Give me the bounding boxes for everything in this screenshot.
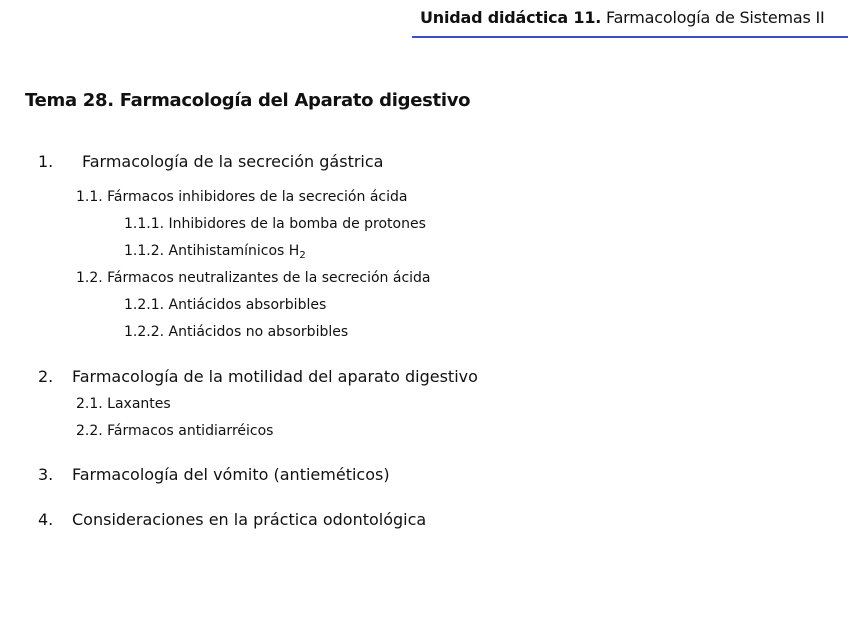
item-1-2: 1.2. Fármacos neutralizantes de la secreción ácida (76, 270, 431, 286)
item-1-2-2: 1.2.2. Antiácidos no absorbibles (124, 324, 349, 340)
section-1-number: 1. (38, 152, 54, 171)
item-1-1: 1.1. Fármacos inhibidores de la secreción ácida (76, 189, 408, 205)
section-3-label: Farmacología del vómito (antieméticos) (72, 465, 390, 484)
item-1-1-2-subscript: 2 (299, 250, 306, 261)
section-2-number: 2. (38, 367, 54, 386)
item-1-2-1: 1.2.1. Antiácidos absorbibles (124, 297, 327, 313)
section-4-number: 4. (38, 510, 54, 529)
header-text (420, 8, 825, 27)
page-header (412, 6, 848, 38)
item-2-1: 2.1. Laxantes (76, 396, 171, 412)
item-2-2: 2.2. Fármacos antidiarréicos (76, 423, 274, 439)
page-title: Tema 28. Farmacología del Aparato digestivo (25, 90, 471, 111)
item-1-1-1: 1.1.1. Inhibidores de la bomba de protones (124, 216, 426, 232)
section-2-label: Farmacología de la motilidad del aparato digestivo (72, 367, 478, 386)
header-subject: Farmacología de Sistemas II (601, 8, 825, 27)
header-unit: Unidad didáctica 11. (420, 8, 602, 27)
section-1-label: Farmacología de la secreción gástrica (82, 152, 384, 171)
section-3-number: 3. (38, 465, 54, 484)
section-4-label: Consideraciones en la práctica odontológica (72, 510, 427, 529)
item-1-1-2-text: 1.1.2. Antihistamínicos H (124, 243, 300, 259)
item-1-1-2 (124, 243, 306, 261)
